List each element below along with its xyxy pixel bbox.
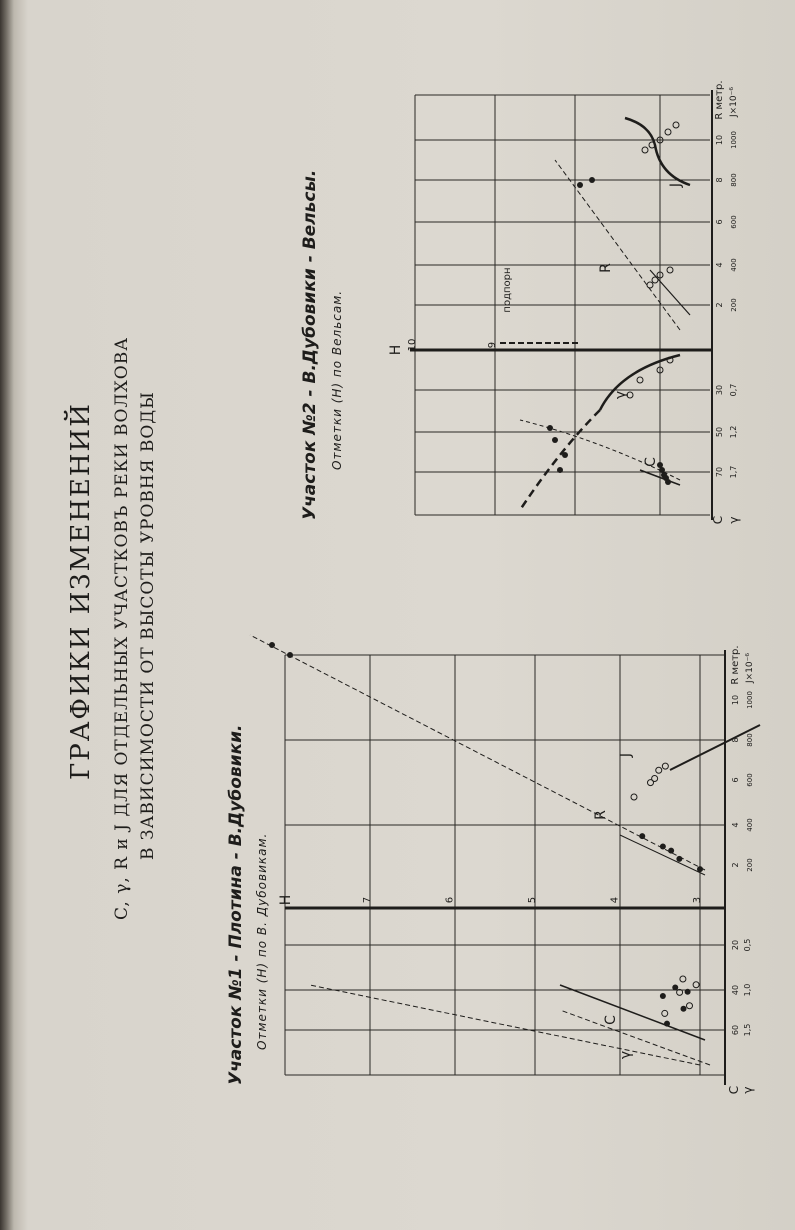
chart1-grid <box>285 655 725 1075</box>
chart2-r-point <box>652 277 658 283</box>
chart1-r-axis-label: R метр. <box>730 645 741 685</box>
chart1-j-tick-label: 400 <box>746 818 754 832</box>
chart2-r-axis-label: R метр. <box>714 80 725 120</box>
chart2-r-tick-label: 2 <box>715 302 724 308</box>
chart1-c-tick-label: 40 <box>731 984 740 996</box>
chart1-curve-label-gamma: γ <box>618 1050 634 1060</box>
chart1-r-dashed-line <box>250 635 705 870</box>
chart2-title: Участок №2 - В.Дубовики - Вельсы. <box>300 169 320 520</box>
chart1-h-tick-label: 6 <box>444 896 456 904</box>
chart2-r-tick-label: 4 <box>715 262 724 268</box>
chart2-j-curve <box>625 118 690 185</box>
chart1-gamma-lower-dashed <box>560 1010 710 1065</box>
chart1-h-tick-label: 7 <box>362 896 373 904</box>
chart2-c-dashed-curve <box>520 420 680 480</box>
chart2-c-axis-label: C <box>711 515 725 525</box>
chart1-r-point <box>697 866 703 872</box>
chart1-gamma-tick-label: 0,5 <box>743 938 752 952</box>
chart1-r-point-top <box>287 652 293 658</box>
chart2-r-tick-label: 10 <box>715 134 724 146</box>
chart2-gamma-tick-label: 0,7 <box>729 383 738 397</box>
chart2-r-point-upper <box>589 177 595 183</box>
chart2-j-point <box>665 129 671 135</box>
chart1-curve-label-r: R <box>593 810 609 820</box>
chart1-r-point-top <box>269 642 275 648</box>
chart1-j-point <box>631 794 637 800</box>
chart1-gamma-point <box>687 1003 693 1009</box>
chart2-h-tick-label: 10 <box>407 338 418 352</box>
chart2-c-tick-label: 70 <box>715 466 724 478</box>
chart1 <box>250 635 760 1094</box>
chart2-c-tick-label: 50 <box>715 426 724 438</box>
chart2-gamma-axis-label: γ <box>727 516 741 524</box>
chart1-j-tick-label: 1000 <box>746 691 754 709</box>
chart2-j-tick-label: 200 <box>730 298 738 312</box>
chart1-r-tick-label: 8 <box>731 737 740 743</box>
chart1-h-tick-label: 3 <box>692 896 703 904</box>
chart2-r-tick-label: 6 <box>715 219 724 225</box>
page-title: ГРАФИКИ ИЗМЕНЕНИЙ <box>66 402 96 780</box>
chart2-gamma-point <box>637 377 643 383</box>
chart2-j-axis-label: J×10⁻⁶ <box>729 86 739 118</box>
chart1-j-point <box>662 763 668 769</box>
chart2-j-point <box>673 122 679 128</box>
chart1-r-point <box>660 843 666 849</box>
page-subtitle-line2: В ЗАВИСИМОСТИ ОТ ВЫСОТЫ УРОВНЯ ВОДЫ <box>138 391 158 860</box>
chart1-r-tick-label: 2 <box>731 862 740 868</box>
chart2-h-axis-label: H <box>388 344 404 356</box>
chart2 <box>388 80 741 524</box>
chart1-gamma-point <box>693 982 699 988</box>
chart2-subtitle: Отметки (H) по Вельсам. <box>330 289 344 470</box>
chart1-c-tick-label: 20 <box>731 939 740 951</box>
chart1-c-tick-label: 60 <box>731 1024 740 1036</box>
chart2-j-tick-label: 800 <box>730 173 738 187</box>
chart1-gamma-point <box>662 1010 668 1016</box>
chart2-c-point-upper <box>552 437 558 443</box>
chart2-gamma-tick-label: 1,7 <box>729 465 738 479</box>
chart1-curve-label-c: C <box>603 1015 619 1025</box>
chart1-subtitle: Отметки (H) по В. Дубовикам. <box>255 832 269 1050</box>
page-subtitle-line1: C, γ, R и J ДЛЯ ОТДЕЛЬНЫХ УЧАСТКОВЪ РЕКИ ВОЛХОВА <box>112 336 132 920</box>
chart2-r-point <box>647 282 653 288</box>
chart1-j-tick-label: 200 <box>746 858 754 872</box>
chart2-curve-label-j: J <box>668 182 684 188</box>
chart2-r-point <box>667 267 673 273</box>
chart1-curve-label-j: J <box>618 752 634 758</box>
chart1-j-point <box>656 767 662 773</box>
chart1-r-point <box>668 848 674 854</box>
chart2-c-point-upper <box>562 452 568 458</box>
chart2-curve-label-gamma: γ <box>613 390 629 400</box>
chart1-h-tick-label: 5 <box>527 896 538 904</box>
chart1-r-line <box>620 835 705 875</box>
chart1-j-axis-label: J×10⁻⁶ <box>745 652 755 684</box>
chart1-r-point <box>676 856 682 862</box>
chart2-h-tick-label: 9 <box>487 341 498 349</box>
chart1-c-point <box>685 989 691 995</box>
chart1-title: Участок №1 - Плотина - В.Дубовики. <box>226 724 246 1085</box>
chart2-curve-label-r: R <box>598 263 614 273</box>
chart1-r-point <box>639 833 645 839</box>
chart1-gamma-axis-label: γ <box>741 1086 755 1094</box>
chart1-r-tick-label: 10 <box>731 694 740 706</box>
chart2-c-point <box>665 479 671 485</box>
chart1-h-tick-label: 4 <box>609 896 621 904</box>
chart1-c-point <box>681 1006 687 1012</box>
chart2-r-point-upper <box>577 182 583 188</box>
chart2-annotation: подпорн <box>502 267 513 313</box>
chart1-r-tick-label: 6 <box>731 777 740 783</box>
chart1-c-point <box>664 1021 670 1027</box>
chart2-gamma-dashed-curve <box>520 410 600 510</box>
chart1-j-point <box>652 775 658 781</box>
chart2-c-point-upper <box>547 425 553 431</box>
chart1-gamma-dashed-line <box>310 985 700 1065</box>
chart2-j-tick-label: 1000 <box>730 131 738 149</box>
chart2-j-tick-label: 600 <box>730 215 738 229</box>
chart1-gamma-tick-label: 1,0 <box>743 983 752 997</box>
chart2-curve-label-c: C <box>643 457 659 467</box>
chart1-c-point <box>660 993 666 999</box>
chart2-gamma-tick-label: 1,2 <box>729 425 738 439</box>
chart2-c-point-upper <box>557 467 563 473</box>
chart2-j-tick-label: 400 <box>730 258 738 272</box>
chart1-j-tick-label: 600 <box>746 773 754 787</box>
chart2-c-tick-label: 30 <box>715 384 724 396</box>
chart1-c-line <box>560 985 705 1040</box>
chart1-c-point <box>672 985 678 991</box>
chart1-j-tick-label: 800 <box>746 733 754 747</box>
chart1-gamma-tick-label: 1,5 <box>743 1023 752 1037</box>
chart2-j-point <box>642 147 648 153</box>
chart2-r-tick-label: 8 <box>715 177 724 183</box>
chart1-gamma-point <box>680 976 686 982</box>
chart1-c-axis-label: C <box>727 1085 741 1095</box>
chart1-r-tick-label: 4 <box>731 822 740 828</box>
chart1-h-axis-label: H <box>278 894 294 906</box>
